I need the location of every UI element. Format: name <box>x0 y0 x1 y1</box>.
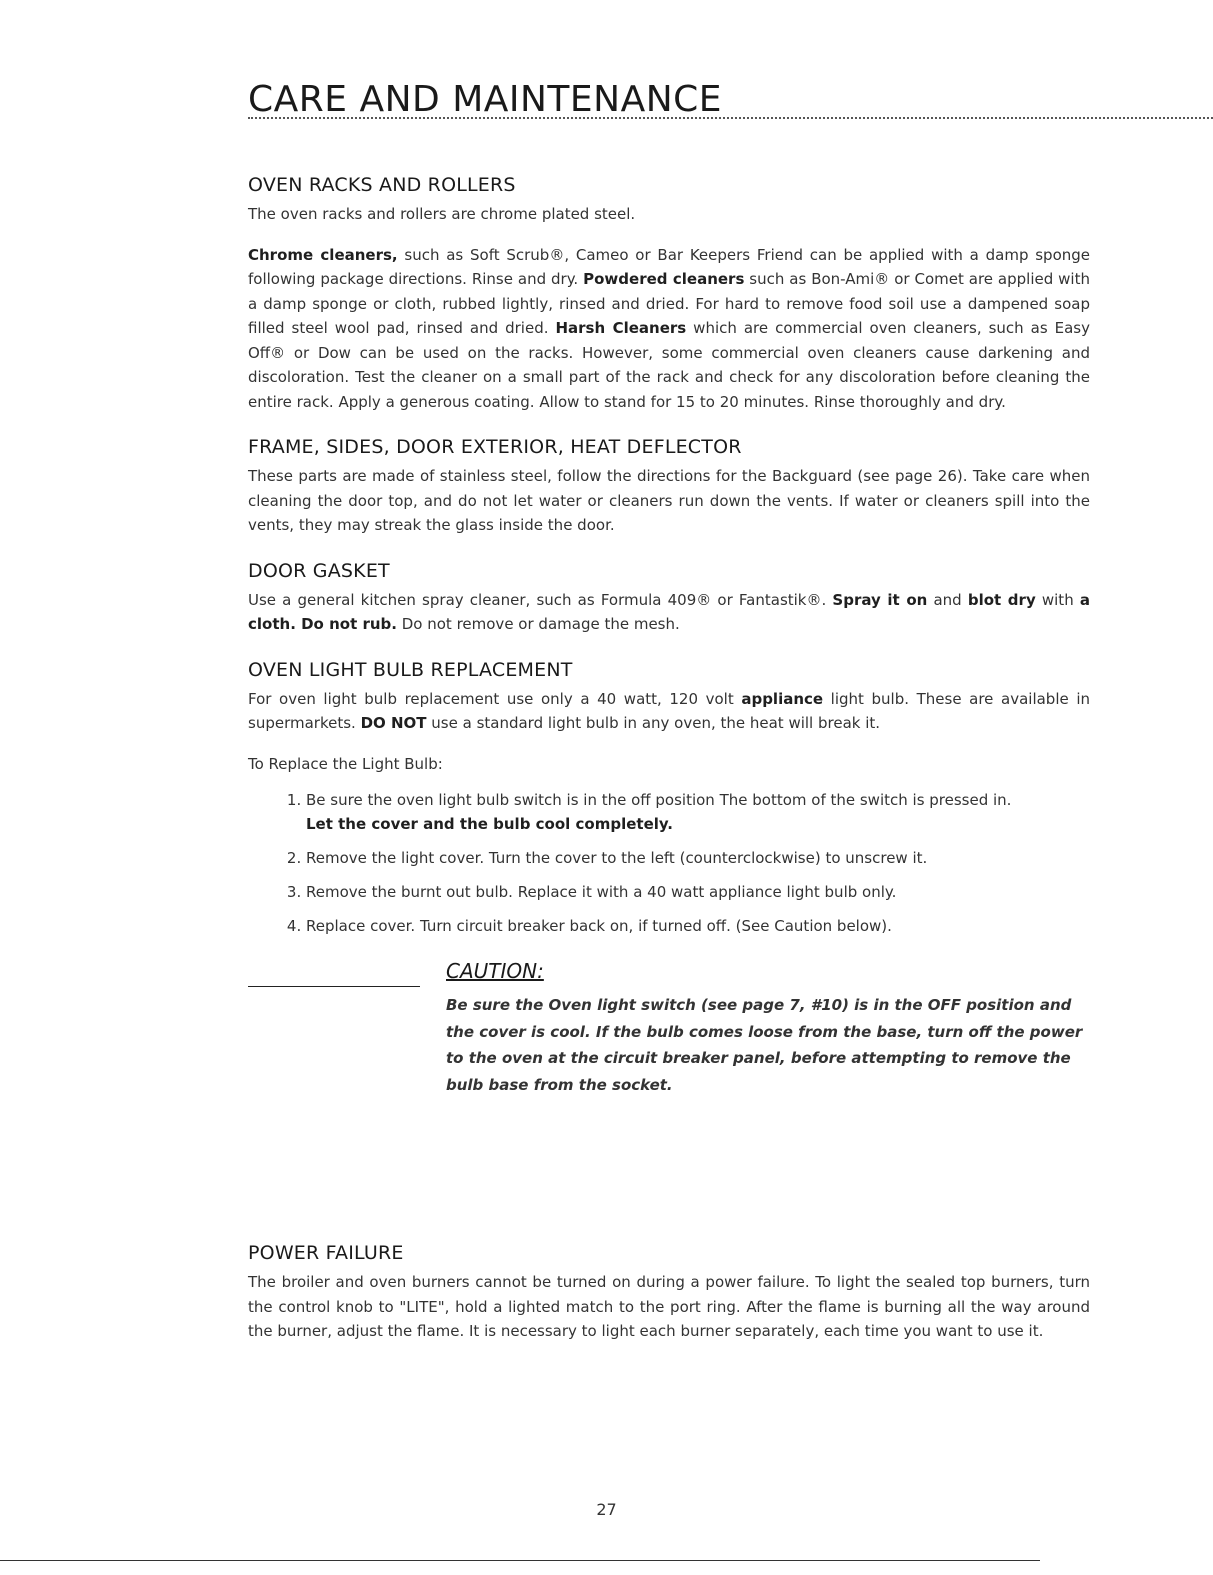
section-power-failure <box>248 1240 1090 1344</box>
section-heading: FRAME, SIDES, DOOR EXTERIOR, HEAT DEFLECTOR <box>248 436 742 458</box>
bold-term: Powdered cleaners <box>583 270 745 288</box>
list-item <box>306 788 1090 836</box>
page-title: CARE AND MAINTENANCE <box>248 79 723 120</box>
section-light-bulb <box>248 657 1090 939</box>
text-run: with <box>1035 590 1080 609</box>
step-text: Be sure the oven light bulb switch is in the off position The bottom of the switch is pressed in. <box>306 791 1012 809</box>
caution-box <box>248 958 1090 1118</box>
section-heading: OVEN LIGHT BULB REPLACEMENT <box>248 658 573 681</box>
bold-term: Spray it on <box>832 590 928 609</box>
text-run: such as Bon-Ami® or Comet are applied with a damp sponge or cloth, rubbed lightly, rinsed and dried. For hard to remove food soil use a dampened soap filled steel wool pad, rinsed and dried. <box>248 270 1090 337</box>
text-run: such as Soft Scrub®, Cameo or Bar Keepers Friend can be applied with a damp sponge following package directions. Rinse and dry. <box>248 245 1090 288</box>
list-item: 3. Remove the burnt out bulb. Replace it with a 40 watt appliance light bulb only. <box>306 880 1090 904</box>
list-item: 4. Replace cover. Turn circuit breaker back on, if turned off. (See Caution below). <box>306 914 1090 938</box>
bold-term: appliance <box>741 689 824 708</box>
bold-term: a cloth. Do not rub. <box>248 590 1090 633</box>
bold-term: DO NOT <box>360 714 427 732</box>
section-door-gasket <box>248 558 1090 637</box>
caution-title: CAUTION: <box>446 959 544 983</box>
paragraph <box>248 243 1090 415</box>
paragraph: The broiler and oven burners cannot be turned on during a power failure. To light the sealed top burners, turn the control knob to "LITE", hold a lighted match to the port ring. After the flame is burning all the way around the burner, adjust the flame. It is necessary to light each burner separately, each time you want to use it. <box>248 1273 1090 1340</box>
paragraph: The oven racks and rollers are chrome plated steel. <box>248 205 636 223</box>
text-run: and <box>927 590 968 609</box>
text-run: light bulb. These are available in supermarkets. <box>248 689 1090 732</box>
title-divider <box>248 117 1213 119</box>
section-heading: DOOR GASKET <box>248 559 390 582</box>
text-run: Use a general kitchen spray cleaner, such as Formula 409® or Fantastik®. <box>248 590 833 609</box>
bold-term: Harsh Cleaners <box>555 319 687 337</box>
text-run: For oven light bulb replacement use only a 40 watt, 120 volt <box>248 689 742 708</box>
main-content <box>248 172 1090 1118</box>
caution-text: Be sure the Oven light switch (see page 7, #10) is in the OFF position and the cover is cool. If the bulb comes loose from the base, turn off the power to the oven at the circuit breaker panel, before attempting to remove the bulb base from the socket. <box>446 996 1083 1094</box>
section-heading: OVEN RACKS AND ROLLERS <box>248 174 516 196</box>
paragraph <box>248 687 1090 736</box>
caution-rule <box>248 986 420 987</box>
text-run: use a standard light bulb in any oven, the heat will break it. <box>426 714 881 732</box>
section-frame <box>248 434 1090 538</box>
bold-term: Let the cover and the bulb cool completely. <box>306 815 673 833</box>
paragraph: These parts are made of stainless steel, follow the directions for the Backguard (see page 26). Take care when cleaning the door top, and do not let water or cleaners run down the vents. If water or cleaners spill into the vents, they may streak the glass inside the door. <box>248 467 1090 534</box>
page-number: 27 <box>596 1500 617 1519</box>
paragraph: To Replace the Light Bulb: <box>248 754 443 773</box>
steps-list <box>248 788 1090 938</box>
footer-rule <box>0 1560 1040 1561</box>
section-oven-racks <box>248 172 1090 414</box>
list-item: 2. Remove the light cover. Turn the cover to the left (counterclockwise) to unscrew it. <box>306 846 1090 870</box>
text-run: which are commercial oven cleaners, such as Easy Off® or Dow can be used on the racks. However, some commercial oven cleaners cause darkening and discoloration. Test the cleaner on a small part of the rack and check for any discoloration before cleaning the entire rack. Apply a generous coating. Allow to stand for 15 to 20 minutes. Rinse thoroughly and dry. <box>248 319 1090 411</box>
bold-term: Chrome cleaners, <box>248 245 398 264</box>
paragraph <box>248 588 1090 637</box>
section-heading: POWER FAILURE <box>248 1242 404 1264</box>
text-run: Do not remove or damage the mesh. <box>396 615 680 633</box>
bold-term: blot dry <box>967 590 1036 609</box>
